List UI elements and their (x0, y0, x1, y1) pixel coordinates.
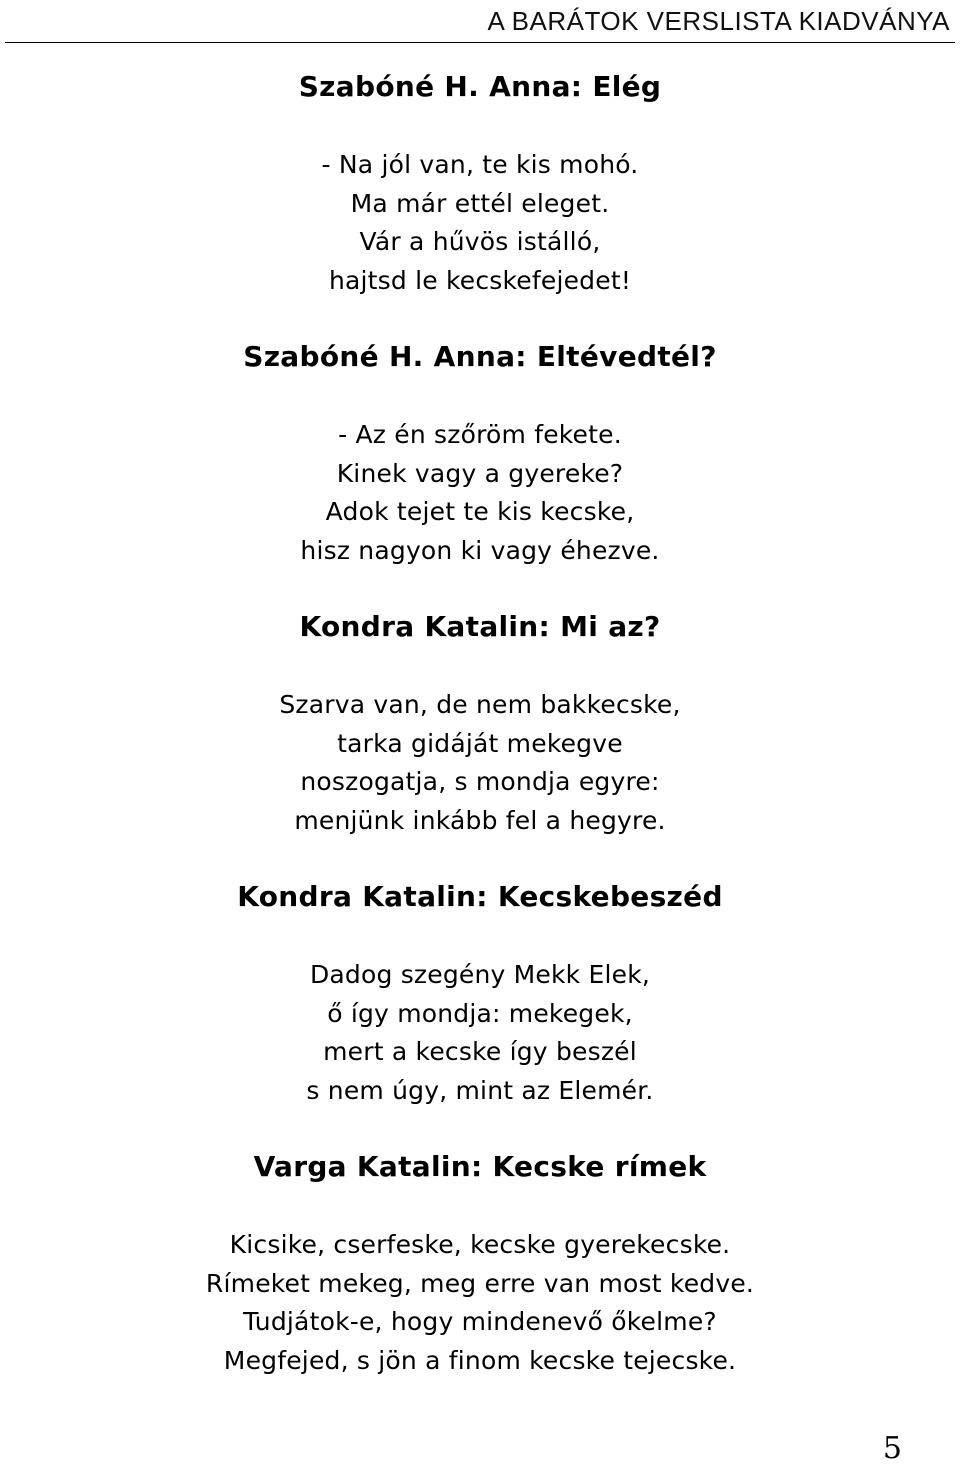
page-number: 5 (882, 1431, 902, 1466)
poem-stanza (0, 146, 960, 300)
poem-line: mert a kecske így beszél (323, 1037, 637, 1066)
running-header: A BARÁTOK VERSLISTA KIADVÁNYA (487, 6, 950, 36)
poem-1 (0, 68, 960, 300)
poem-4 (0, 878, 960, 1110)
poem-2 (0, 338, 960, 570)
poem-title: Kondra Katalin: Kecskebeszéd (237, 880, 723, 913)
poem-line: Ma már ettél eleget. (350, 188, 610, 218)
poem-line: s nem úgy, mint az Elemér. (306, 1075, 654, 1105)
poem-stanza (0, 686, 960, 840)
poem-collection (0, 64, 960, 1418)
poem-title: Szabóné H. Anna: Eltévedtél? (243, 340, 717, 373)
poem-line: Dadog szegény Mekk Elek, (309, 960, 651, 989)
poem-line: Kinek vagy a gyereke? (336, 458, 624, 488)
poem-line: noszogatja, s mondja egyre: (300, 767, 660, 796)
poem-stanza (0, 956, 960, 1110)
poem-line: Vár a hűvös istálló, (359, 227, 601, 256)
poem-line: Tudjátok-e, hogy mindenevő őkelme? (243, 1307, 717, 1336)
poem-line: Adok tejet te kis kecske, (325, 497, 635, 526)
poem-title: Varga Katalin: Kecske rímek (253, 1150, 707, 1183)
poem-line: hisz nagyon ki vagy éhezve. (300, 535, 660, 565)
poem-5 (0, 1148, 960, 1380)
poem-stanza (0, 416, 960, 570)
poem-line: menjünk inkább fel a hegyre. (294, 805, 666, 835)
poem-line: - Az én szőröm fekete. (338, 420, 622, 449)
poem-line: Rímeket mekeg, meg erre van most kedve. (205, 1268, 755, 1298)
poem-line: ő így mondja: mekegek, (327, 998, 633, 1028)
poem-line: Szarva van, de nem bakkecske, (279, 690, 681, 719)
header-divider (5, 42, 955, 43)
poem-line: Megfejed, s jön a finom kecske tejecske. (223, 1345, 737, 1375)
poem-3 (0, 608, 960, 840)
poem-line: - Na jól van, te kis mohó. (321, 150, 639, 179)
poem-line: Kicsike, cserfeske, kecske gyerekecske. (229, 1230, 731, 1259)
poem-title: Szabóné H. Anna: Elég (298, 70, 662, 103)
poem-line: hajtsd le kecskefejedet! (328, 265, 632, 295)
poem-line: tarka gidáját mekegve (337, 728, 623, 758)
poem-title: Kondra Katalin: Mi az? (299, 610, 661, 643)
poem-stanza (0, 1226, 960, 1380)
